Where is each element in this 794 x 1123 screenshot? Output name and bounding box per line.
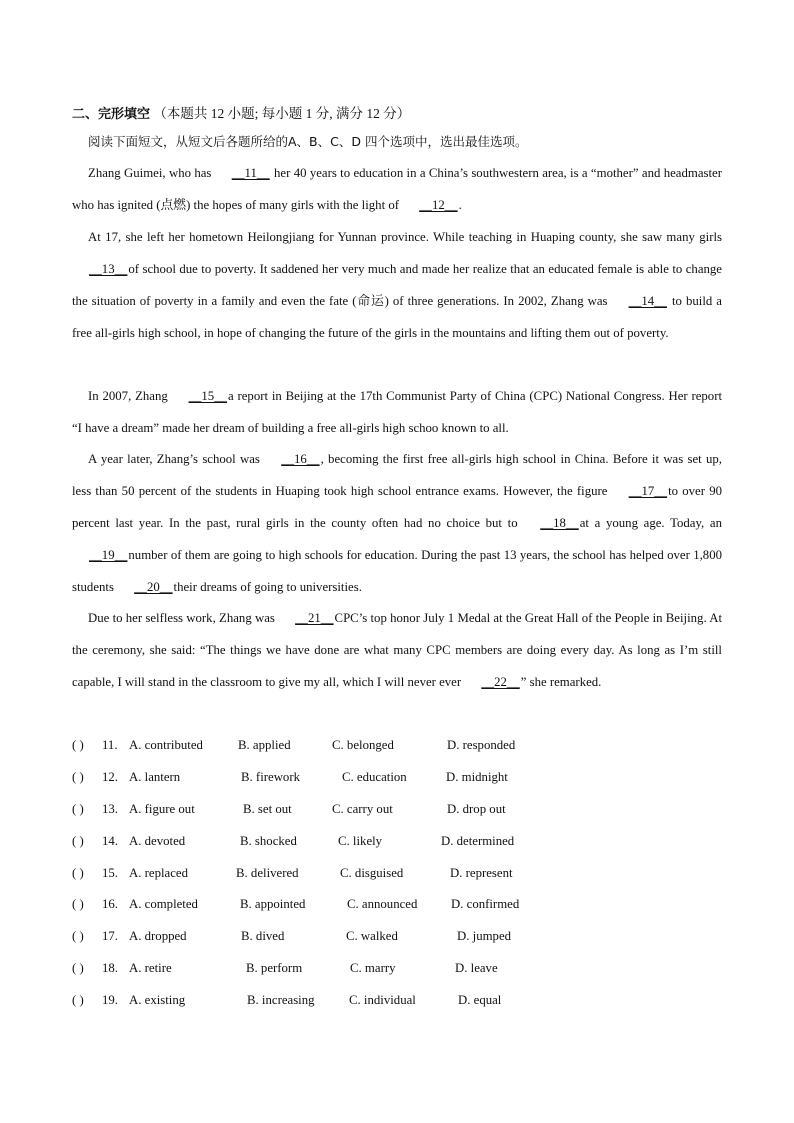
text: number of them are going to high schools for education. During the past 13 years, the school has helped over 1,800 students (72, 547, 722, 594)
question-number: 16. (102, 897, 118, 911)
answer-bracket[interactable]: ( ) (72, 897, 84, 911)
option-a[interactable]: A. lantern (129, 770, 181, 784)
text: at a young age. Today, an (579, 515, 722, 530)
text: CPC’s top honor July 1 Medal at the Great Hall of the People in Beijing. At the ceremony, she said: “The things we have done are what many CPC members are doing every day. As long as I’m still capable, I will stand in the classroom to give my all, which I will never ever (72, 611, 722, 689)
blank-13: __13__ (89, 261, 128, 276)
option-c[interactable]: C. carry out (332, 802, 393, 816)
option-b[interactable]: B. applied (238, 738, 291, 752)
option-d[interactable]: D. drop out (447, 802, 506, 816)
option-b[interactable]: B. dived (241, 929, 285, 943)
option-d[interactable]: D. jumped (457, 929, 512, 943)
text: ” she remarked. (520, 674, 602, 689)
option-d[interactable]: D. represent (450, 866, 513, 880)
passage-paragraph-2 (72, 222, 722, 350)
blank-20: __20__ (134, 579, 173, 594)
question-number: 19. (102, 993, 118, 1007)
text: At 17, she left her hometown Heilongjiang for Yunnan province. While teaching in Huaping county, she saw many girls (88, 230, 722, 244)
option-a[interactable]: A. devoted (129, 834, 186, 848)
text: of school due to poverty. It saddened her very much and made her realize that an educated female is able to change the situation of poverty in a family and even the fate (命运) of three generations. In 2002, Zhang was (72, 261, 722, 308)
question-number: 13. (102, 802, 118, 816)
text: her 40 years to education in a China’s southwestern area, is a “mother” and headmaster who has ignited (点燃) the hopes of many girls with the light of (72, 166, 722, 212)
option-d[interactable]: D. confirmed (451, 897, 520, 911)
text: to build a free all-girls high school, in hope of changing the future of the girls in the mountains and lifting them out of poverty. (72, 293, 722, 340)
option-d[interactable]: D. leave (455, 961, 498, 975)
option-b[interactable]: B. shocked (240, 834, 297, 848)
option-d[interactable]: D. midnight (446, 770, 508, 784)
question-number: 17. (102, 929, 118, 943)
blank-17: __17__ (628, 483, 668, 498)
question-number: 18. (102, 961, 118, 975)
section-title: 二、完形填空 (72, 107, 151, 122)
text: , becoming the first free all-girls high school in China. Before it was set up, less than 50 percent of the students in Huaping took high school entrance exams. However, the figure (72, 452, 722, 498)
text: In 2007, Zhang (88, 389, 168, 403)
option-d[interactable]: D. responded (447, 738, 516, 752)
option-c[interactable]: C. individual (349, 993, 416, 1007)
blank-11: __11__ (231, 166, 270, 180)
option-a[interactable]: A. dropped (129, 929, 187, 943)
question-number: 11. (102, 738, 118, 752)
blank-16: __16__ (281, 452, 320, 466)
option-c[interactable]: C. announced (347, 897, 418, 911)
text: . (458, 197, 462, 212)
text: to over 90 percent last year. In the past, rural girls in the county often had no choice but to (72, 483, 722, 530)
section-note: （本题共 12 小题; 每小题 1 分, 满分 12 分） (153, 106, 411, 121)
text: Zhang Guimei, who has (88, 166, 212, 180)
blank-22: __22__ (481, 674, 520, 689)
option-d[interactable]: D. determined (441, 834, 515, 848)
answer-bracket[interactable]: ( ) (72, 866, 84, 880)
question-number: 12. (102, 770, 118, 784)
option-a[interactable]: A. existing (129, 993, 186, 1007)
option-a[interactable]: A. completed (129, 897, 198, 911)
option-c[interactable]: C. belonged (332, 738, 394, 752)
answer-bracket[interactable]: ( ) (72, 834, 84, 848)
option-c[interactable]: C. marry (350, 961, 396, 975)
answer-bracket[interactable]: ( ) (72, 770, 84, 784)
option-b[interactable]: B. appointed (240, 897, 306, 911)
text: their dreams of going to universities. (173, 579, 362, 594)
option-a[interactable]: A. figure out (129, 802, 195, 816)
passage-paragraph-5 (72, 603, 722, 699)
question-number: 15. (102, 866, 118, 880)
text: Due to her selfless work, Zhang was (88, 611, 275, 625)
blank-15: __15__ (188, 389, 227, 403)
option-c[interactable]: C. education (342, 770, 407, 784)
option-b[interactable]: B. perform (246, 961, 303, 975)
passage-paragraph-1 (72, 158, 722, 222)
option-b[interactable]: B. increasing (247, 993, 315, 1007)
answer-bracket[interactable]: ( ) (72, 993, 84, 1007)
answer-bracket[interactable]: ( ) (72, 802, 84, 816)
answer-bracket[interactable]: ( ) (72, 961, 84, 975)
text: a report in Beijing at the 17th Communist Party of China (CPC) National Congress. Her report “I have a dream” made her dream of building a free all-girls high schoo known to all. (72, 389, 723, 435)
blank-21: __21__ (295, 611, 334, 625)
passage-paragraph-3 (72, 381, 722, 445)
option-a[interactable]: A. replaced (129, 866, 188, 880)
blank-12: __12__ (419, 197, 458, 212)
passage-paragraph-4 (72, 444, 722, 604)
question-number: 14. (102, 834, 118, 848)
option-a[interactable]: A. retire (129, 961, 172, 975)
option-b[interactable]: B. delivered (236, 866, 299, 880)
blank-18: __18__ (540, 515, 579, 530)
blank-19: __19__ (89, 547, 128, 562)
option-c[interactable]: C. walked (346, 929, 398, 943)
option-d[interactable]: D. equal (458, 993, 502, 1007)
option-c[interactable]: C. disguised (340, 866, 404, 880)
answer-bracket[interactable]: ( ) (72, 738, 84, 752)
answer-bracket[interactable]: ( ) (72, 929, 84, 943)
text: A year later, Zhang’s school was (88, 452, 260, 466)
option-a[interactable]: A. contributed (129, 738, 203, 752)
option-b[interactable]: B. firework (241, 770, 300, 784)
option-b[interactable]: B. set out (243, 802, 292, 816)
instructions: 阅读下面短文，从短文后各题所给的A、B、C、D 四个选项中，选出最佳选项。 (88, 134, 528, 149)
blank-14: __14__ (628, 293, 667, 308)
option-c[interactable]: C. likely (338, 834, 383, 848)
section-heading (72, 102, 410, 122)
